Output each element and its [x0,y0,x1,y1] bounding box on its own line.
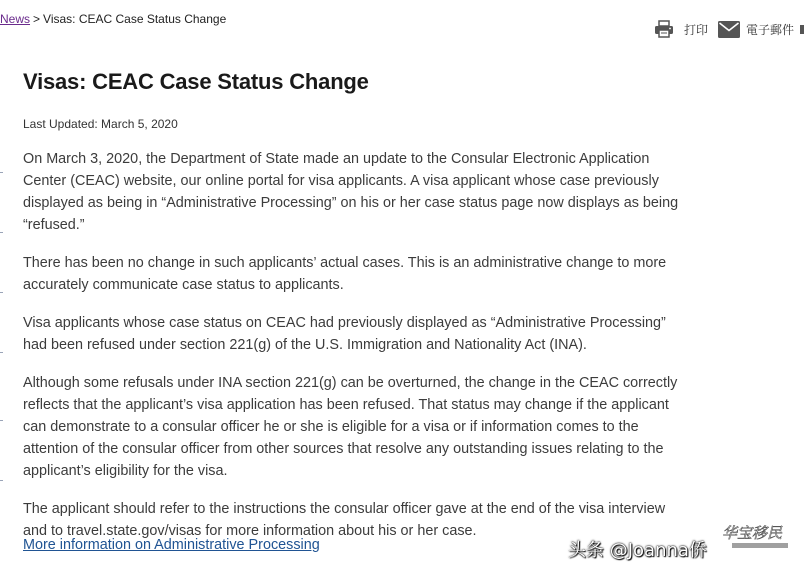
breadcrumb-separator: > [33,12,41,26]
paragraph: Although some refusals under INA section 221(g) can be overturned, the change in the CEAC correctly reflects that the applicant’s visa application has been refused. That status may change if the applicant can demonstrate to a consular officer he or she is eligible for a visa or if information comes to the attention of the consular officer from other sources that resolve any outstanding issues relating to the applicant’s eligibility for the visa. [23,375,678,479]
paragraph: On March 3, 2020, the Department of State made an update to the Consular Electronic Application Center (CEAC) website, our online portal for visa applicants. A visa applicant whose case previously displayed as being in “Administrative Processing” on his or her case status page now displays as being “refused.” [23,151,679,233]
edge-marker [0,420,3,421]
paragraph: There has been no change in such applicants’ actual cases. This is an administrative change to more accurately communicate case status to applicants. [23,255,667,293]
email-label[interactable]: 電子郵件 [746,22,795,37]
last-updated: Last Updated: March 5, 2020 [23,117,178,131]
edge-marker [0,292,3,293]
paragraph: The applicant should refer to the instructions the consular officer gave at the end of the visa interview and to travel.state.gov/visas for more information about his or her case. [23,501,666,539]
watermark-text: 头条 @Joanna侨 [568,540,707,561]
more-info-link[interactable]: More information on Administrative Processing [23,537,320,553]
breadcrumb [0,12,226,26]
envelope-icon[interactable] [718,21,740,38]
edge-marker [0,480,3,481]
svg-text:华宝移民: 华宝移民 [722,524,783,542]
article-body [23,148,693,558]
paragraph: Visa applicants whose case status on CEAC had previously displayed as “Administrative Processing” had been refused under section 221(g) of the U.S. Immigration and Nationality Act (INA). [23,315,666,353]
page-title: Visas: CEAC Case Status Change [23,69,369,94]
page-tools [654,18,804,40]
watermark-badge-logo [718,521,796,551]
edge-marker [0,172,3,173]
breadcrumb-current: Visas: CEAC Case Status Change [43,12,227,26]
printer-icon[interactable] [654,20,674,38]
breadcrumb-news-link[interactable]: News [0,12,31,26]
edge-marker [0,232,3,233]
share-icon-edge[interactable] [800,25,804,34]
edge-marker [0,352,3,353]
print-label[interactable]: 打印 [684,22,709,37]
